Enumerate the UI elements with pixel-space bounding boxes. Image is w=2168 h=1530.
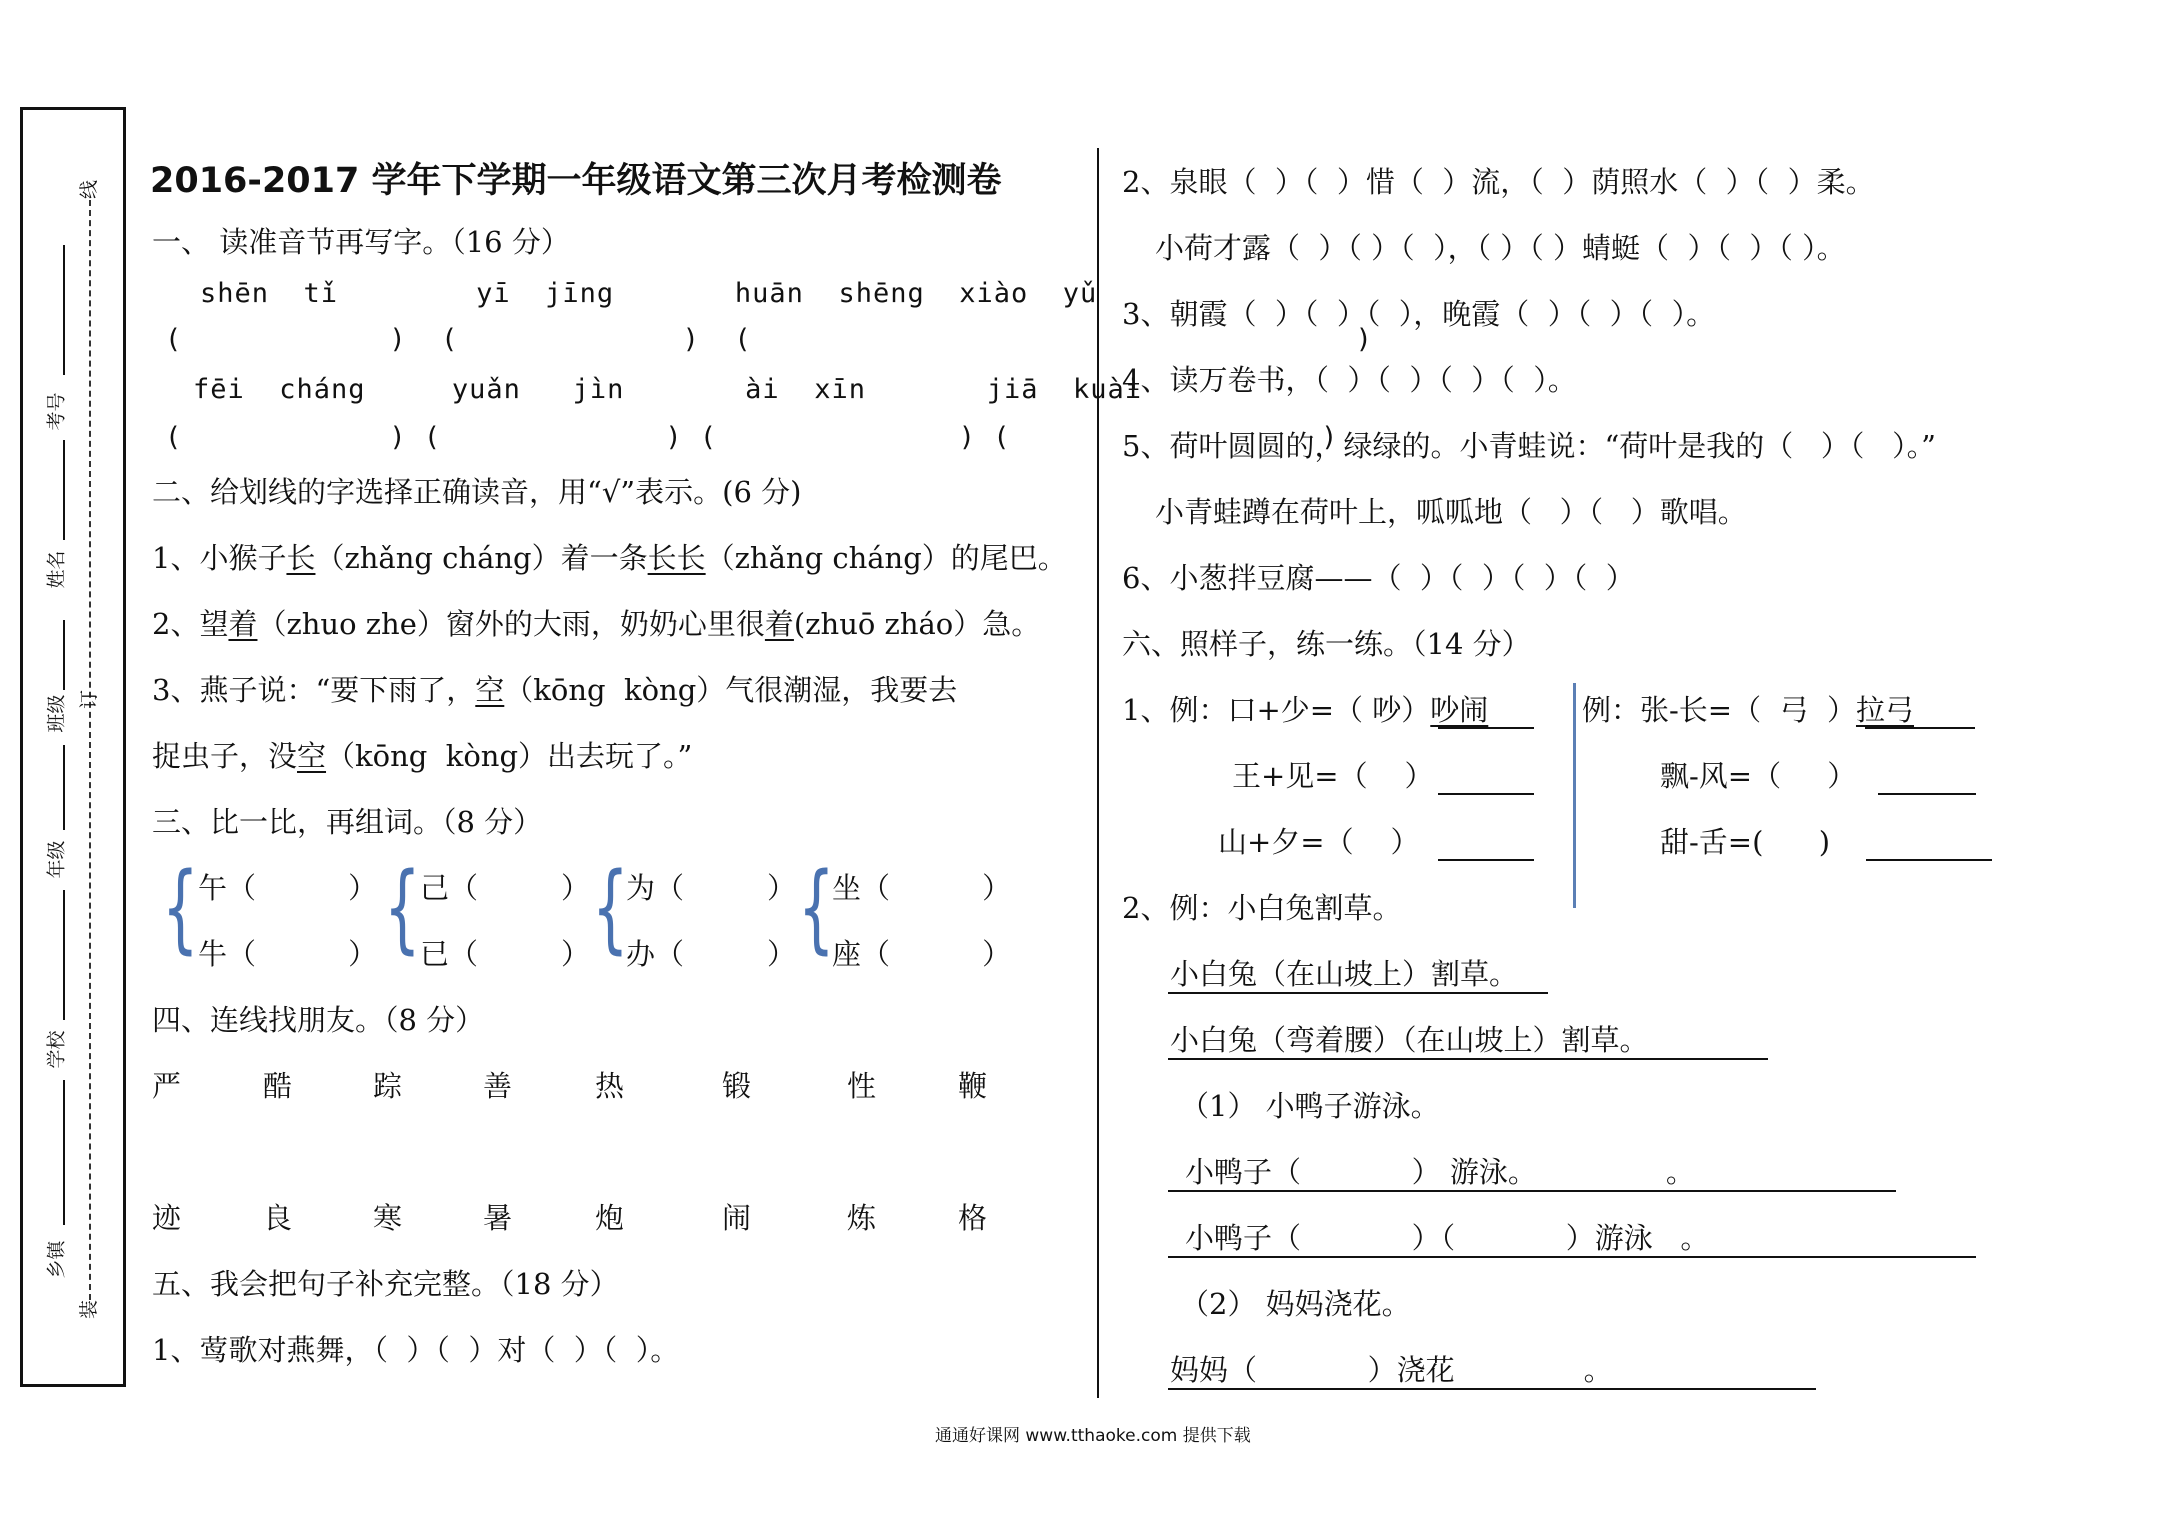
practice-2-prompt: （2） 妈妈浇花。 <box>1180 1287 1411 1321</box>
pinyin-row-2: fēi cháng yuǎn jìn ài xīn jiā kuài <box>193 374 1143 405</box>
s5-question-2[interactable]: 2、泉眼（ ）（ ）惜（ ）流，（ ）荫照水（ ）（ ）柔。 <box>1122 165 1875 199</box>
pair-1-a[interactable]: 午（ ） <box>198 871 378 905</box>
banji-blank[interactable] <box>63 620 65 690</box>
practice-1-b[interactable]: 小鸭子（ ）（ ）游泳 。 <box>1185 1221 1710 1255</box>
ex1-item-b: 王+见=（ ） <box>1232 759 1434 793</box>
brace-1: { <box>162 852 199 964</box>
pair-4-a[interactable]: 坐（ ） <box>832 871 1012 905</box>
s2-question-2: 2、望着（zhuo zhe）窗外的大雨，奶奶心里很着(zhuō zháo）急。 <box>152 607 1041 641</box>
s2-question-3-cont: 捉虫子，没空（kōng kòng）出去玩了。” <box>152 739 693 773</box>
pair-2-b[interactable]: 已（ ） <box>420 937 590 971</box>
sentence-example-b-line <box>1168 1058 1768 1060</box>
ex1-item-c-answer[interactable] <box>1438 859 1534 861</box>
pair-2-a[interactable]: 己（ ） <box>420 871 590 905</box>
sentence-example-b: 小白兔（弯着腰）（在山坡上）割草。 <box>1170 1023 1649 1057</box>
pair-1-b[interactable]: 牛（ ） <box>198 937 378 971</box>
match-top-7[interactable]: 性 <box>847 1069 877 1103</box>
answer-brackets-row-1[interactable]: ( ) ( ) ( ) <box>165 324 1373 355</box>
footer-credit: 通通好课网 www.tthaoke.com 提供下载 <box>935 1426 1251 1446</box>
s5-question-5-cont[interactable]: 小青蛙蹲在荷叶上，呱呱地（ ）（ ）歌唱。 <box>1155 495 1747 529</box>
ex2-example-line <box>1865 727 1975 729</box>
match-bottom-6[interactable]: 闹 <box>722 1201 752 1235</box>
s5-question-5[interactable]: 5、荷叶圆圆的，绿绿的。小青蛙说：“荷叶是我的（ ）（ ）。” <box>1122 429 1936 463</box>
match-top-8[interactable]: 鞭 <box>958 1069 988 1103</box>
match-top-5[interactable]: 热 <box>595 1069 625 1103</box>
margin-label-nianji: 年级 <box>45 840 68 879</box>
brace-3: { <box>592 852 629 964</box>
match-bottom-4[interactable]: 暑 <box>483 1201 513 1235</box>
practice-1-a-line <box>1168 1190 1896 1192</box>
s5-question-3[interactable]: 3、朝霞（ ）（ ）（ ），晚霞（ ）（ ）（ ）。 <box>1122 297 1716 331</box>
match-bottom-3[interactable]: 寒 <box>373 1201 403 1235</box>
page-title: 2016-2017 学年下学期一年级语文第三次月考检测卷 <box>150 161 1002 201</box>
s5-question-4[interactable]: 4、读万卷书，（ ）（ ）（ ）（ ）。 <box>1122 363 1577 397</box>
margin-label-zhuang: 装 <box>78 1299 101 1320</box>
pair-3-b[interactable]: 办（ ） <box>626 937 796 971</box>
practice-2-a-line <box>1168 1388 1816 1390</box>
match-top-2[interactable]: 酷 <box>263 1069 293 1103</box>
sentence-example: 2、例：小白兔割草。 <box>1122 891 1402 925</box>
section-1-heading: 一、 读准音节再写字。（16 分） <box>152 225 570 259</box>
binding-margin <box>20 107 126 1387</box>
practice-1-a[interactable]: 小鸭子（ ） 游泳。 。 <box>1185 1155 1695 1189</box>
margin-label-kaohao: 考号 <box>45 392 68 431</box>
match-top-4[interactable]: 善 <box>483 1069 513 1103</box>
brace-4: { <box>798 852 835 964</box>
section-4-heading: 四、连线找朋友。（8 分） <box>152 1003 485 1037</box>
ex2-item-b-answer[interactable] <box>1878 793 1976 795</box>
section-5-heading: 五、我会把句子补充完整。（18 分） <box>152 1267 619 1301</box>
s5-question-1[interactable]: 1、莺歌对燕舞，（ ）（ ）对（ ）（ ）。 <box>152 1333 680 1367</box>
match-bottom-8[interactable]: 格 <box>958 1201 988 1235</box>
practice-1-prompt: （1） 小鸭子游泳。 <box>1180 1089 1440 1123</box>
pair-3-a[interactable]: 为（ ） <box>626 871 796 905</box>
practice-2-a[interactable]: 妈妈（ ）浇花 。 <box>1170 1353 1613 1387</box>
match-bottom-5[interactable]: 炮 <box>595 1201 625 1235</box>
ex-divider-line <box>1573 683 1576 908</box>
s5-question-6[interactable]: 6、小葱拌豆腐——（ ）（ ）（ ）（ ） <box>1122 561 1635 595</box>
ex2-item-b: 飘-风=（ ） <box>1660 759 1857 793</box>
kaohao-blank[interactable] <box>63 245 65 375</box>
section-2-heading: 二、给划线的字选择正确读音，用“√”表示。(6 分) <box>152 475 802 509</box>
match-bottom-2[interactable]: 良 <box>263 1201 293 1235</box>
match-top-6[interactable]: 锻 <box>722 1069 752 1103</box>
section-6-heading: 六、照样子，练一练。（14 分） <box>1122 627 1531 661</box>
answer-brackets-row-2[interactable]: ( ) ( ) ( ) ( ) <box>165 422 1339 453</box>
ex2-item-c-answer[interactable] <box>1866 859 1992 861</box>
xuexiao-blank[interactable] <box>63 890 65 1020</box>
seal-line-dashed <box>89 200 91 1300</box>
ex2-example: 例：张-长=（ 弓 ）拉弓 <box>1582 693 1914 727</box>
ex1-item-b-answer[interactable] <box>1438 793 1534 795</box>
brace-2: { <box>384 852 421 964</box>
s2-question-3: 3、燕子说：“要下雨了，空（kōng kòng）气很潮湿，我要去 <box>152 673 958 707</box>
pair-4-b[interactable]: 座（ ） <box>832 937 1012 971</box>
ex2-item-c: 甜-舌=( ) <box>1660 825 1831 859</box>
nianji-blank[interactable] <box>63 745 65 830</box>
ex1-example: 1、例：口+少=（ 吵）吵闹 <box>1122 693 1489 727</box>
sentence-example-a-line <box>1168 992 1548 994</box>
match-bottom-1[interactable]: 迹 <box>152 1201 182 1235</box>
margin-label-xian: 线 <box>78 179 101 200</box>
match-top-3[interactable]: 踪 <box>373 1069 403 1103</box>
s2-question-1: 1、小猴子长（zhǎng cháng）着一条长长（zhǎng cháng）的尾巴。 <box>152 541 1067 575</box>
margin-label-banji: 班级 <box>45 694 68 733</box>
ex1-item-c: 山+夕=（ ） <box>1218 825 1420 859</box>
xingming-blank[interactable] <box>63 440 65 540</box>
match-top-1[interactable]: 严 <box>152 1069 182 1103</box>
section-3-heading: 三、比一比，再组词。（8 分） <box>152 805 543 839</box>
sentence-example-a: 小白兔（在山坡上）割草。 <box>1170 957 1519 991</box>
ex1-example-line <box>1438 727 1534 729</box>
margin-label-xuexiao: 学校 <box>45 1030 68 1069</box>
margin-label-xiangzhen: 乡镇 <box>45 1240 68 1279</box>
margin-label-ding: 订 <box>78 689 101 710</box>
practice-1-b-line <box>1168 1256 1976 1258</box>
match-bottom-7[interactable]: 炼 <box>847 1201 877 1235</box>
s5-question-2-cont[interactable]: 小荷才露（ ）（ ）（ ），（ ）（ ）蜻蜓（ ）（ ）（ ）。 <box>1155 231 1846 265</box>
xiangzhen-blank[interactable] <box>63 1080 65 1225</box>
pinyin-row-1: shēn tǐ yī jīng huān shēng xiào yǔ <box>200 278 1098 309</box>
margin-label-xingming: 姓名 <box>45 550 68 589</box>
